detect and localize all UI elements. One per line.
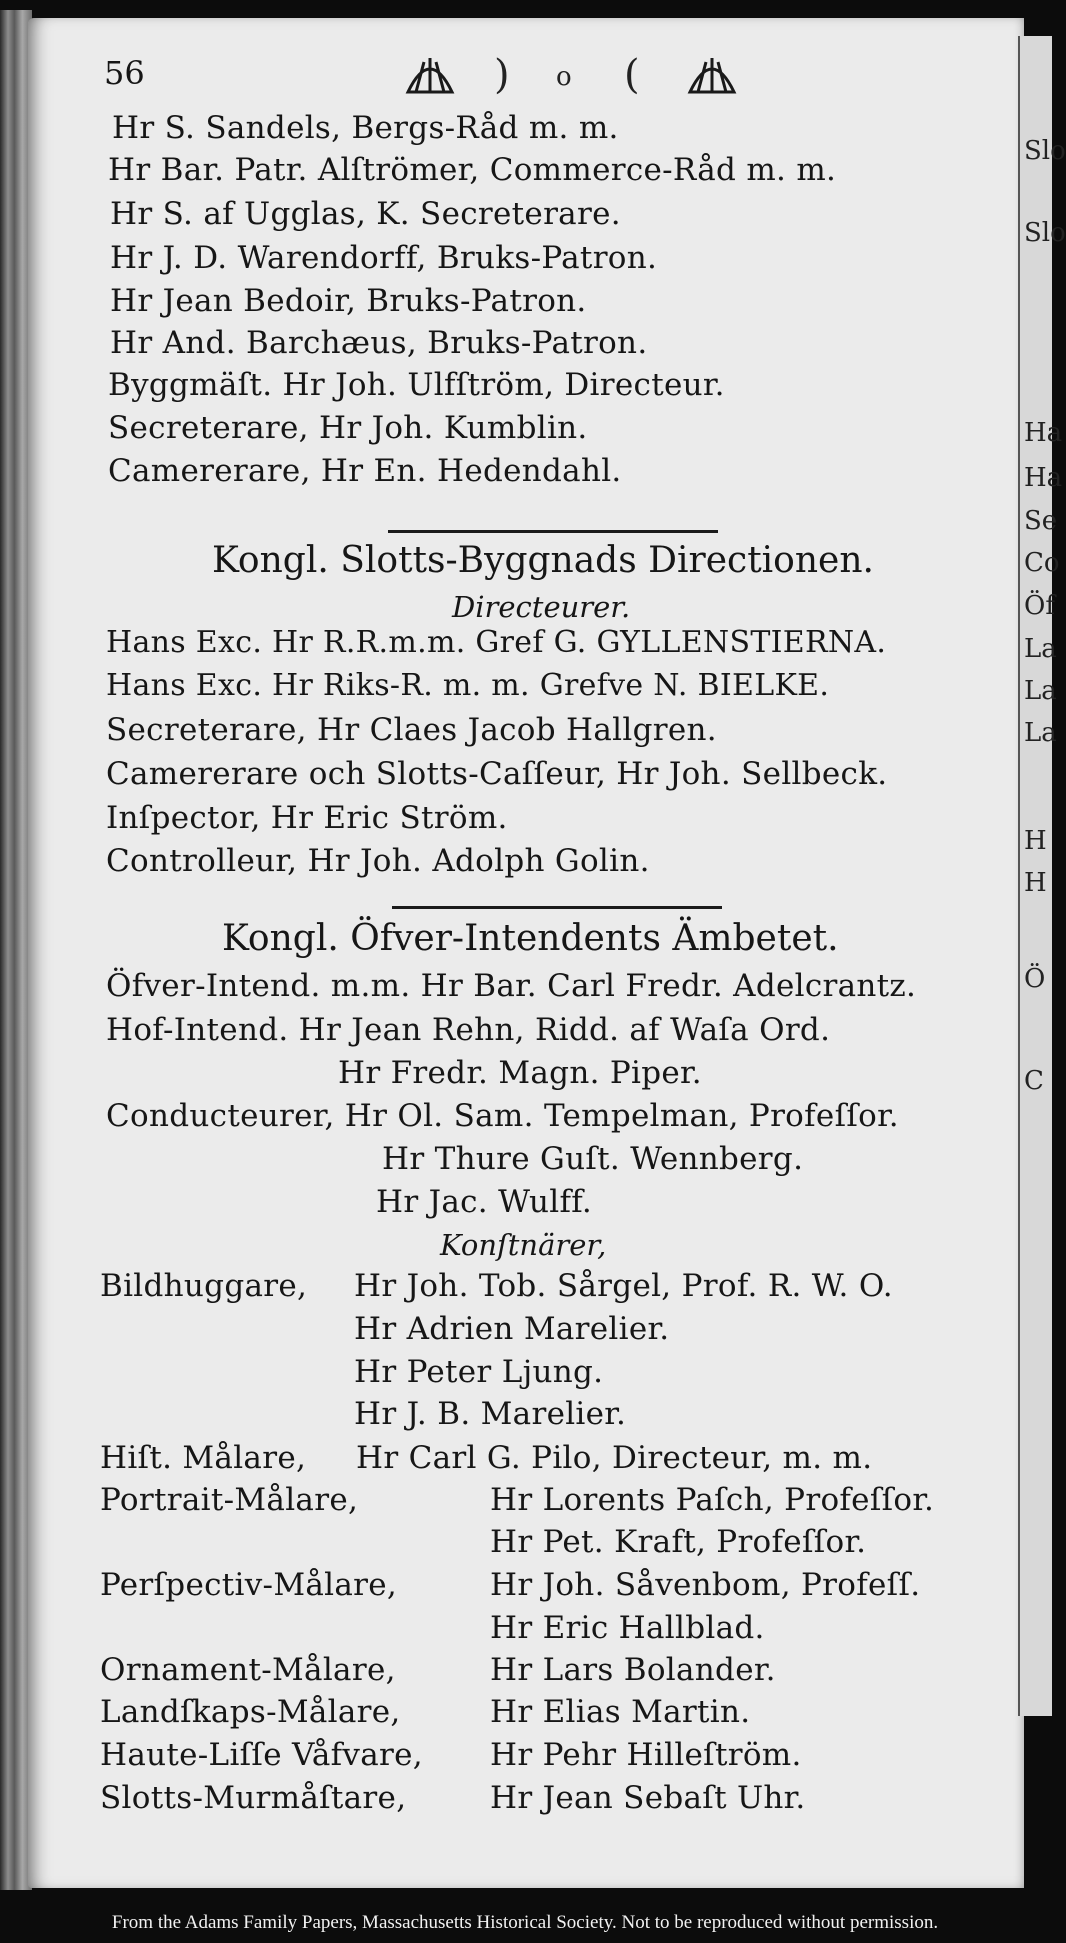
circle-ornament-icon: o xyxy=(556,62,572,92)
artist-name: Hr Eric Hallblad. xyxy=(490,1610,765,1646)
copyright-footer: From the Adams Family Papers, Massachusetts Historical Society. Not to be reproduced without permission. xyxy=(111,1912,939,1933)
entry-line: Hr Thure Guſt. Wennberg. xyxy=(382,1141,804,1177)
entry-line: Byggmäſt. Hr Joh. Ulfſtröm, Directeur. xyxy=(108,367,725,403)
parenthesis-ornament-icon: ) xyxy=(494,52,510,98)
margin-fragment: H xyxy=(1024,868,1047,898)
entry-line: Controlleur, Hr Joh. Adolph Golin. xyxy=(106,843,650,879)
page-number: 56 xyxy=(104,54,145,92)
artist-name: Hr Jean Sebaſt Uhr. xyxy=(490,1780,806,1816)
entry-line: Hans Exc. Hr R.R.m.m. Gref G. GYLLENSTIERNA. xyxy=(106,625,887,660)
artist-name: Hr Pet. Kraft, Profeſſor. xyxy=(490,1524,867,1560)
entry-line: Inſpector, Hr Eric Ström. xyxy=(106,800,508,836)
page-header xyxy=(104,52,804,108)
entry-line: Secreterare, Hr Claes Jacob Hallgren. xyxy=(106,712,717,748)
role-label: Landſkaps-Målare, xyxy=(100,1694,401,1730)
margin-fragment: Ö xyxy=(1024,964,1046,994)
artist-name: Hr J. B. Marelier. xyxy=(354,1396,627,1432)
role-label: Hiſt. Målare, xyxy=(100,1440,307,1476)
artist-name: Hr Carl G. Pilo, Directeur, m. m. xyxy=(356,1440,873,1476)
entry-line: Hr Bar. Patr. Alſtrömer, Commerce-Råd m. m. xyxy=(108,152,837,188)
parenthesis-ornament-icon: ( xyxy=(624,52,640,98)
entry-line: Hr Jean Bedoir, Bruks-Patron. xyxy=(110,283,587,319)
role-label: Haute-Liſſe Våfvare, xyxy=(100,1737,423,1773)
section-subtitle: Konſtnärer, xyxy=(440,1228,607,1262)
entry-line: Hr Jac. Wulff. xyxy=(376,1184,593,1220)
role-label: Bildhuggare, xyxy=(100,1268,308,1304)
entry-line: Conducteurer, Hr Ol. Sam. Tempelman, Profeſſor. xyxy=(106,1098,899,1134)
margin-fragment: Co xyxy=(1024,548,1060,578)
artist-name: Hr Elias Martin. xyxy=(490,1694,751,1730)
section-title: Kongl. Slotts-Byggnads Directionen. xyxy=(212,540,874,581)
entry-line: Öfver-Intend. m.m. Hr Bar. Carl Fredr. Adelcrantz. xyxy=(106,968,917,1004)
role-label: Slotts-Murmåſtare, xyxy=(100,1780,407,1816)
margin-fragment: Se xyxy=(1024,506,1058,536)
margin-fragment: La xyxy=(1024,634,1057,664)
margin-fragment: Ha xyxy=(1024,463,1063,493)
artist-name: Hr Peter Ljung. xyxy=(354,1354,604,1390)
margin-fragment: La xyxy=(1024,676,1057,706)
artist-name: Hr Pehr Hilleſtröm. xyxy=(490,1737,802,1773)
entry-line: Hans Exc. Hr Riks-R. m. m. Grefve N. BIELKE. xyxy=(106,668,830,703)
entry-line: Hr S. Sandels, Bergs-Råd m. m. xyxy=(112,110,619,146)
role-label: Portrait-Målare, xyxy=(100,1482,359,1518)
shell-icon xyxy=(404,52,456,105)
entry-line: Hr S. af Ugglas, K. Secreterare. xyxy=(110,196,621,232)
section-title: Kongl. Öfver-Intendents Ämbetet. xyxy=(222,918,839,959)
section-subtitle: Directeurer. xyxy=(452,590,631,624)
role-label: Ornament-Målare, xyxy=(100,1652,396,1688)
shell-icon xyxy=(686,52,738,105)
artist-name: Hr Adrien Marelier. xyxy=(354,1311,670,1347)
margin-fragment: H xyxy=(1024,826,1047,856)
margin-fragment: C xyxy=(1024,1066,1044,1096)
section-divider xyxy=(392,906,722,909)
role-label: Perſpectiv-Målare, xyxy=(100,1567,398,1603)
margin-fragment: La xyxy=(1024,718,1057,748)
margin-fragment: Ha xyxy=(1024,418,1063,448)
entry-line: Hr And. Barchæus, Bruks-Patron. xyxy=(110,325,648,361)
entry-line: Hr Fredr. Magn. Piper. xyxy=(338,1055,702,1091)
margin-fragment: Slo xyxy=(1024,218,1066,248)
entry-line: Hr J. D. Warendorff, Bruks-Patron. xyxy=(110,240,658,276)
margin-fragment: Öf xyxy=(1024,591,1055,621)
entry-line: Camererare, Hr En. Hedendahl. xyxy=(108,453,622,489)
artist-name: Hr Lars Bolander. xyxy=(490,1652,776,1688)
artist-name: Hr Joh. Såvenbom, Profeſſ. xyxy=(490,1567,921,1603)
section-divider xyxy=(388,530,718,533)
entry-line: Secreterare, Hr Joh. Kumblin. xyxy=(108,410,588,446)
entry-line: Hof-Intend. Hr Jean Rehn, Ridd. af Waſa Ord. xyxy=(106,1012,831,1048)
artist-name: Hr Lorents Paſch, Profeſſor. xyxy=(490,1482,935,1518)
entry-line: Camererare och Slotts-Caſſeur, Hr Joh. Sellbeck. xyxy=(106,756,888,792)
margin-fragment: Slo xyxy=(1024,136,1066,166)
artist-name: Hr Joh. Tob. Sårgel, Prof. R. W. O. xyxy=(354,1268,893,1304)
facing-page-edge xyxy=(1018,36,1066,1716)
